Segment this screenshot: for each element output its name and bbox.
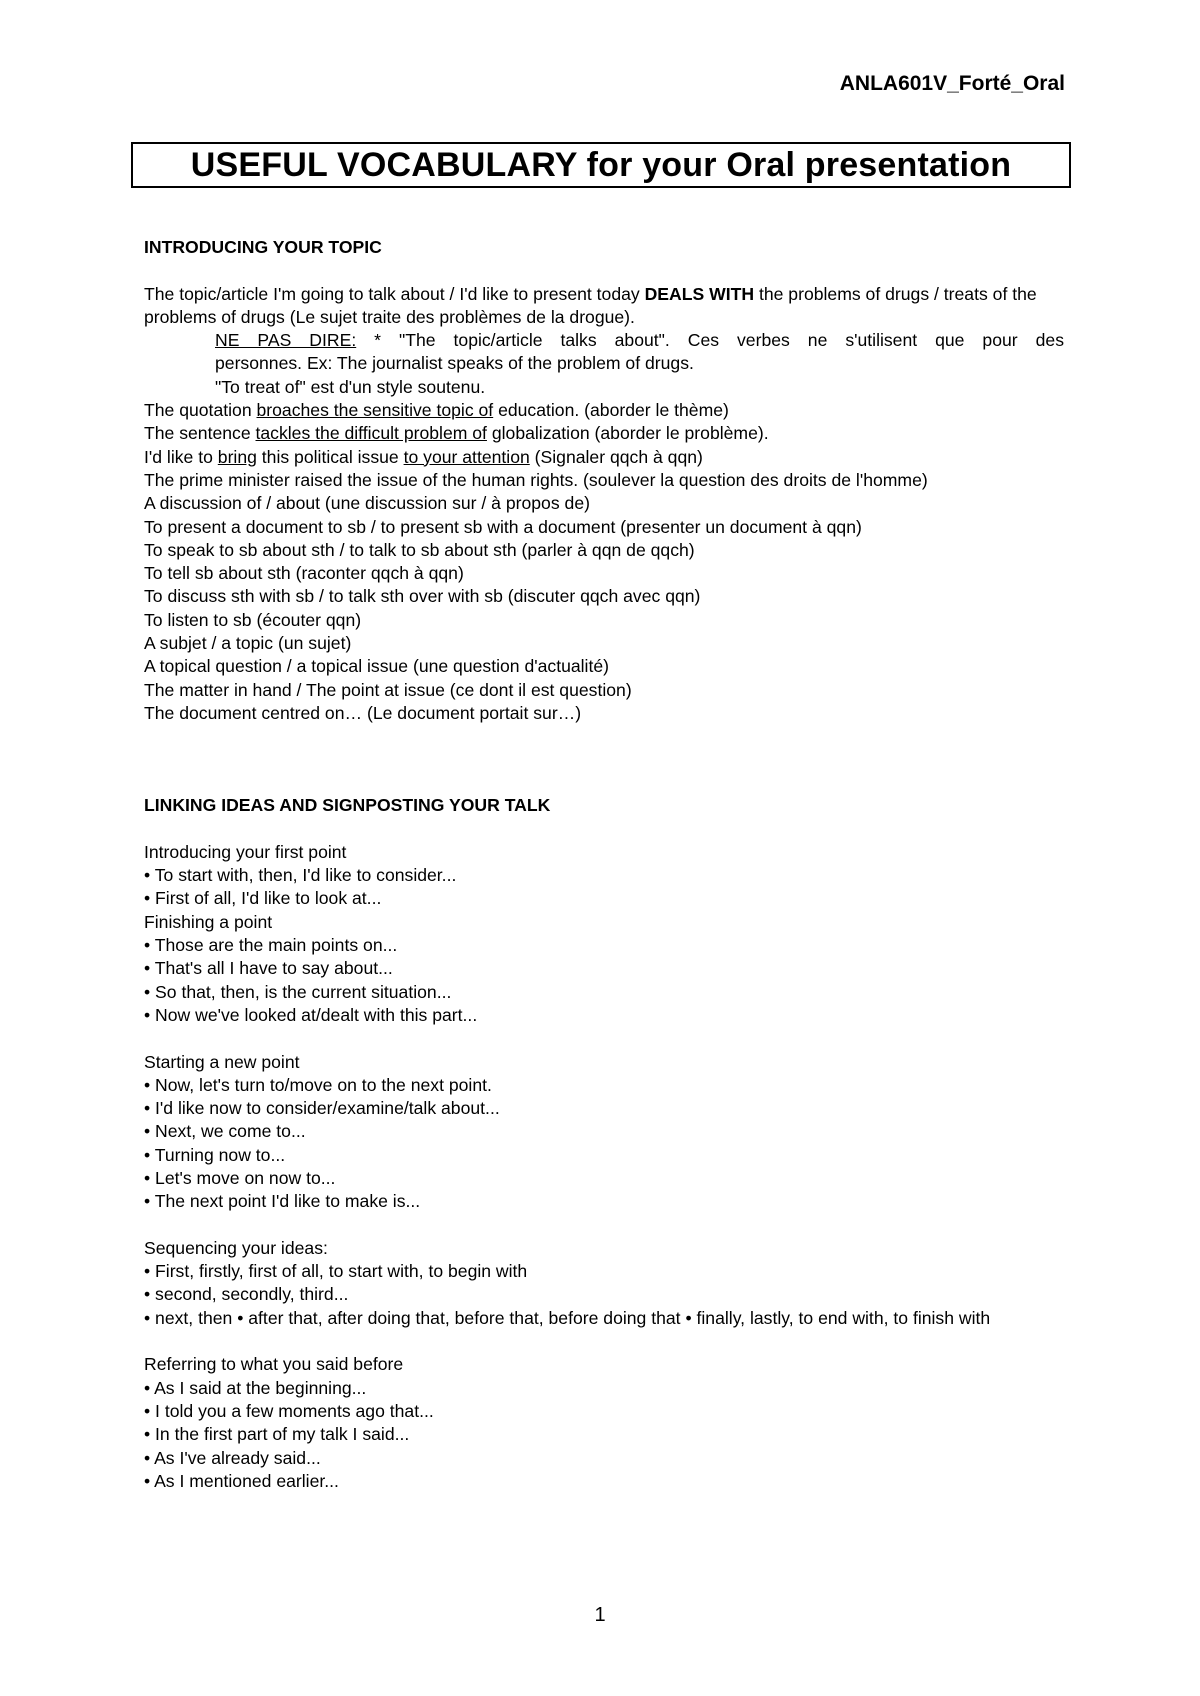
- vocab-line: A discussion of / about (une discussion sur / à propos de): [144, 493, 590, 514]
- section-heading-intro: INTRODUCING YOUR TOPIC: [144, 237, 382, 257]
- text: education. (aborder le thème): [493, 400, 729, 421]
- list-item: • To start with, then, I'd like to consider...: [144, 865, 457, 886]
- vocab-line: The prime minister raised the issue of the human rights. (soulever la question des droits de l'homme): [144, 469, 928, 490]
- list-item: • In the first part of my talk I said...: [144, 1424, 410, 1445]
- page-number: 1: [594, 1604, 606, 1626]
- list-item: • Now we've looked at/dealt with this part...: [144, 1004, 478, 1025]
- intro-text-end: the problems of drugs / treats of the problems of drugs (Le sujet traite des problèmes de la drogue).: [144, 283, 1037, 327]
- vocab-line: To discuss sth with sb / to talk sth over with sb (discuter qqch avec qqn): [144, 586, 701, 607]
- vocab-line: The matter in hand / The point at issue (ce dont il est question): [144, 679, 632, 700]
- underlined-phrase: tackles the difficult problem of: [255, 423, 487, 444]
- vocab-line: A subjet / a topic (un sujet): [144, 633, 352, 654]
- list-item: • next, then • after that, after doing that, before that, before doing that • finally, lastly, to end with, to finish with: [144, 1307, 991, 1328]
- course-code: ANLA601V_Forté_Oral: [839, 72, 1065, 95]
- list-item: • So that, then, is the current situation...: [144, 981, 452, 1002]
- list-item: • First of all, I'd like to look at...: [144, 888, 382, 909]
- note-line-3: "To treat of" est d'un style soutenu.: [215, 376, 486, 397]
- text: I'd like to: [144, 446, 218, 467]
- list-item: • I told you a few moments ago that...: [144, 1400, 434, 1421]
- section-heading-linking: LINKING IDEAS AND SIGNPOSTING YOUR TALK: [144, 795, 551, 816]
- text: The quotation: [144, 400, 257, 421]
- list-item: • Next, we come to...: [144, 1121, 306, 1142]
- vocab-line: [144, 446, 1064, 469]
- underlined-phrase: to your attention: [403, 446, 530, 467]
- vocab-line: To speak to sb about sth / to talk to sb about sth (parler à qqn de qqch): [144, 539, 695, 560]
- underlined-phrase: broaches the sensitive topic of: [256, 400, 494, 421]
- subsection-label: Introducing your first point: [144, 841, 347, 862]
- list-item: • That's all I have to say about...: [144, 958, 393, 979]
- subsection-label: Finishing a point: [144, 911, 273, 932]
- note-text: * "The topic/article talks about". Ces verbes ne s'utilisent que pour des: [356, 330, 1064, 351]
- vocab-line: A topical question / a topical issue (une question d'actualité): [144, 656, 609, 677]
- intro-text: The topic/article I'm going to talk about / I'd like to present today: [144, 283, 645, 304]
- intro-paragraph: [144, 283, 1064, 330]
- note-label: NE PAS DIRE:: [215, 330, 357, 351]
- vocab-line: [144, 422, 1064, 445]
- list-item: • Those are the main points on...: [144, 935, 398, 956]
- note-line-2: personnes. Ex: The journalist speaks of the problem of drugs.: [215, 353, 694, 374]
- page-title: USEFUL VOCABULARY for your Oral presentation: [131, 142, 1071, 188]
- list-item: • Let's move on now to...: [144, 1167, 336, 1188]
- text: globalization (aborder le problème).: [486, 423, 769, 444]
- text: (Signaler qqch à qqn): [529, 446, 703, 467]
- vocab-line: To listen to sb (écouter qqn): [144, 609, 362, 630]
- underlined-phrase: bring: [217, 446, 257, 467]
- list-item: • As I mentioned earlier...: [144, 1470, 339, 1491]
- text: this political issue: [256, 446, 404, 467]
- list-item: • Now, let's turn to/move on to the next point.: [144, 1074, 492, 1095]
- vocab-line: To tell sb about sth (raconter qqch à qqn): [144, 563, 464, 584]
- subsection-label: Referring to what you said before: [144, 1354, 404, 1375]
- subsection-label: Sequencing your ideas:: [144, 1237, 328, 1258]
- vocab-line: [144, 399, 1064, 422]
- note-line-1: [144, 329, 1064, 352]
- list-item: • The next point I'd like to make is...: [144, 1191, 421, 1212]
- vocab-line: The document centred on… (Le document portait sur…): [144, 702, 582, 723]
- subsection-label: Starting a new point: [144, 1051, 300, 1072]
- list-item: • As I've already said...: [144, 1447, 321, 1468]
- vocab-line: To present a document to sb / to present sb with a document (presenter un document à qqn): [144, 516, 862, 537]
- text: The sentence: [144, 423, 256, 444]
- list-item: • I'd like now to consider/examine/talk about...: [144, 1098, 500, 1119]
- list-item: • As I said at the beginning...: [144, 1377, 367, 1398]
- intro-bold-phrase: DEALS WITH: [644, 283, 755, 304]
- list-item: • First, firstly, first of all, to start with, to begin with: [144, 1261, 528, 1282]
- document-body: [144, 236, 1064, 1493]
- list-item: • Turning now to...: [144, 1144, 286, 1165]
- list-item: • second, secondly, third...: [144, 1284, 349, 1305]
